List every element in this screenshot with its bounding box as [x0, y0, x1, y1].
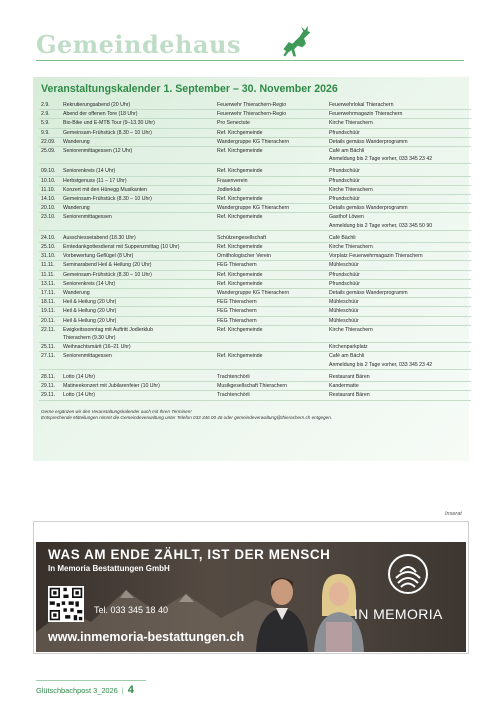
event-date-text: 31.10.: [41, 253, 56, 260]
event-date: [39, 204, 61, 213]
footer-separator: |: [121, 686, 124, 695]
event-location-text: Feuerwehrlokal Thierachern: [329, 102, 394, 108]
event-date: [39, 289, 61, 298]
event-location-text: Gasthof Löwen: [329, 214, 364, 221]
event-organizer: [215, 164, 327, 176]
event-organizer-text: Wandergruppe KG Thierachern: [217, 205, 290, 212]
event-row: [39, 252, 471, 261]
event-organizer: [215, 307, 327, 316]
event-name: [61, 382, 215, 391]
event-name-text: Abend der offenen Tore (18 Uhr): [63, 111, 138, 118]
event-row: [39, 176, 471, 185]
ad-company: In Memoria Bestattungen GmbH: [48, 564, 170, 573]
event-location-text: Kirche Thierachern: [329, 186, 373, 193]
event-date: [39, 279, 61, 288]
event-location: [327, 289, 471, 298]
event-name: [61, 185, 215, 194]
event-location-text: Mühleschüür: [329, 317, 359, 324]
event-name-text: Seniorenmittagessen: [63, 353, 112, 360]
event-name: [61, 252, 215, 261]
event-name: [61, 137, 215, 146]
event-organizer-text: Feuerwehr Thierachern-Regio: [217, 102, 287, 108]
event-date: [39, 243, 61, 252]
event-date: [39, 128, 61, 137]
event-location-text: Restaurant Bären: [329, 392, 370, 399]
event-date-text: 2.9.: [41, 111, 50, 118]
event-date-text: 22.11.: [41, 326, 56, 333]
event-name: [61, 119, 215, 128]
event-date-text: 17.11.: [41, 290, 56, 297]
event-date-text: 11.11.: [41, 271, 55, 278]
event-location: [327, 204, 471, 213]
ad-frame: [33, 521, 469, 654]
event-name: [61, 195, 215, 204]
event-organizer-text: Schützengesellschaft: [217, 234, 267, 241]
event-name-text: Heil & Heilung (20 Uhr): [63, 299, 117, 306]
event-name: [61, 176, 215, 185]
event-organizer: [215, 110, 327, 119]
event-organizer: [215, 213, 327, 230]
event-date-text: 23.10.: [41, 214, 56, 221]
event-date: [39, 137, 61, 146]
event-date: [39, 261, 61, 270]
event-organizer-text: Musikgesellschaft Thierachern: [217, 383, 287, 390]
event-date: [39, 185, 61, 194]
event-row: [39, 185, 471, 194]
event-location: [327, 243, 471, 252]
event-organizer: [215, 230, 327, 242]
footer-rule: [36, 680, 146, 681]
event-organizer: [215, 369, 327, 381]
event-name-text: Wanderung: [63, 205, 90, 212]
event-date: [39, 164, 61, 176]
event-location-text: Café Bächli: [329, 234, 356, 241]
event-organizer: [215, 279, 327, 288]
event-name-text: Ausschiessetabend (18.30 Uhr): [63, 234, 136, 241]
event-organizer: [215, 195, 327, 204]
event-organizer-text: FEG Thierachern: [217, 317, 257, 324]
event-date: [39, 325, 61, 342]
event-row: [39, 298, 471, 307]
event-name-text: Lotto (14 Uhr): [63, 373, 96, 380]
event-name: [61, 164, 215, 176]
event-location: [327, 298, 471, 307]
event-name-text: Seminarabend Heil & Heilung (20 Uhr): [63, 262, 152, 269]
event-organizer-text: Jodlerklub: [217, 186, 241, 193]
event-name-text: Seniorenkreis (14 Uhr): [63, 168, 116, 175]
event-name-text: Herbstgenuss (11 – 17 Uhr): [63, 177, 127, 184]
event-name-text: Rekrutierungsabend (20 Uhr): [63, 102, 131, 108]
event-row: [39, 230, 471, 242]
event-organizer: [215, 343, 327, 352]
event-date: [39, 343, 61, 352]
event-row: [39, 382, 471, 391]
event-name-text: Heil & Heilung (20 Uhr): [63, 317, 117, 324]
event-date: [39, 176, 61, 185]
event-row: [39, 147, 471, 164]
event-location: [327, 185, 471, 194]
event-organizer-text: Ref. Kirchgemeinde: [217, 129, 263, 136]
event-date-text: 13.11.: [41, 280, 56, 287]
page-number: 4: [127, 684, 134, 696]
event-organizer: [215, 176, 327, 185]
event-organizer: [215, 243, 327, 252]
event-row: [39, 101, 471, 110]
event-row: [39, 195, 471, 204]
event-location-text: Details gemäss Wanderprogramm: [329, 138, 408, 145]
event-location-text: Restaurant Bären: [329, 373, 370, 380]
event-name-text: Weihnachtsmärit (16–21 Uhr): [63, 344, 131, 351]
event-organizer-text: Ref. Kirchgemeinde: [217, 271, 263, 278]
event-organizer-text: Wandergruppe KG Thierachern: [217, 290, 290, 297]
page-heading: Gemeindehaus: [36, 30, 242, 59]
event-organizer-text: FEG Thierachern: [217, 299, 257, 306]
event-row: [39, 343, 471, 352]
event-location: [327, 128, 471, 137]
event-name: [61, 289, 215, 298]
event-name: [61, 230, 215, 242]
event-name: [61, 110, 215, 119]
event-organizer-text: Ref. Kirchgemeinde: [217, 148, 263, 155]
event-name: [61, 279, 215, 288]
event-location-text: Kirche Thierachern: [329, 244, 373, 251]
event-row: [39, 204, 471, 213]
event-name-text: Erntedankgottesdienst mit Suppenzmittag (10 Uhr): [63, 244, 180, 251]
event-name-text: Wanderung: [63, 138, 90, 145]
event-name-text: Seniorenkreis (14 Uhr): [63, 280, 116, 287]
event-name-text: Konzert mit den Hünegg Musikanten: [63, 186, 147, 193]
event-date: [39, 147, 61, 164]
event-location-text: Kirchenparkplatz: [329, 344, 368, 351]
event-name-text: Lotto (14 Uhr): [63, 392, 96, 399]
event-organizer: [215, 119, 327, 128]
event-location: [327, 369, 471, 381]
event-date: [39, 316, 61, 325]
event-date-text: 20.10.: [41, 205, 56, 212]
qr-code-icon[interactable]: [48, 586, 84, 622]
event-date: [39, 382, 61, 391]
event-location: [327, 195, 471, 204]
event-organizer-text: Ref. Kirchgemeinde: [217, 168, 263, 175]
event-organizer: [215, 128, 327, 137]
event-name: [61, 391, 215, 400]
ad-brand-name: IN MEMORIA: [354, 606, 443, 622]
event-location-text: Mühleschüür: [329, 299, 359, 306]
funeral-ad[interactable]: [36, 542, 466, 652]
event-location: [327, 343, 471, 352]
ad-label: Inserat: [445, 511, 462, 517]
event-location: [327, 110, 471, 119]
event-location-text: Vorplatz Feuerwehrmagazin Thierachern: [329, 253, 423, 260]
event-location-text: Details gemäss Wanderprogramm: [329, 290, 408, 297]
event-date-text: 28.11.: [41, 373, 56, 380]
event-name: [61, 204, 215, 213]
event-name: [61, 128, 215, 137]
event-location: [327, 382, 471, 391]
event-registration-note: Anmeldung bis 2 Tage vorher, 033 345 23 42: [329, 361, 433, 368]
event-date-text: 11.11.: [41, 262, 55, 269]
event-organizer-text: Ref. Kirchgemeinde: [217, 214, 263, 221]
event-organizer-text: Ref. Kirchgemeinde: [217, 280, 263, 287]
event-date-text: 22.09.: [41, 138, 56, 145]
event-organizer-text: Ref. Kirchgemeinde: [217, 244, 263, 251]
heading-rule: [36, 60, 464, 61]
calendar-note-line-1: Gerne ergänzen wir den Veranstaltungskalender auch mit Ihren Terminen!: [41, 408, 192, 414]
event-date: [39, 352, 61, 369]
event-organizer: [215, 382, 327, 391]
event-location-text: Pfrundschüür: [329, 271, 360, 278]
event-organizer: [215, 204, 327, 213]
event-row: [39, 128, 471, 137]
event-location-text: Café am Bächli: [329, 148, 365, 155]
event-organizer: [215, 101, 327, 110]
event-date: [39, 119, 61, 128]
event-name-text: Heil & Heilung (20 Uhr): [63, 308, 117, 315]
event-date: [39, 213, 61, 230]
event-name: [61, 369, 215, 381]
event-name-text: Gemeinsam-Frühstück (8.30 – 10 Uhr): [63, 196, 152, 203]
event-location: [327, 391, 471, 400]
event-name-continued: Thierachern (9.30 Uhr): [63, 335, 116, 342]
event-organizer-text: Frauenverein: [217, 177, 248, 184]
event-organizer: [215, 252, 327, 261]
event-location-text: Café am Bächli: [329, 353, 365, 360]
event-organizer-text: Ref. Kirchgemeinde: [217, 326, 263, 333]
ad-phone: Tel. 033 345 18 40: [94, 605, 169, 615]
event-organizer-text: Wandergruppe KG Thierachern: [217, 138, 290, 145]
event-organizer-text: Ref. Kirchgemeinde: [217, 353, 263, 360]
event-location-text: Feuerwehrmagazin Thierachern: [329, 111, 403, 118]
event-name-text: Gemeinsam-Frühstück (8.30 – 10 Uhr): [63, 271, 152, 278]
event-location: [327, 147, 471, 164]
event-name: [61, 298, 215, 307]
event-row: [39, 352, 471, 369]
event-organizer-text: FEG Thierachern: [217, 308, 257, 315]
event-date: [39, 230, 61, 242]
event-organizer: [215, 298, 327, 307]
event-row: [39, 243, 471, 252]
event-organizer-text: Trachtenchörli: [217, 373, 250, 380]
event-location: [327, 213, 471, 230]
event-name: [61, 213, 215, 230]
event-location: [327, 176, 471, 185]
event-organizer-text: Ornithologischer Verein: [217, 253, 271, 260]
event-organizer-text: FEG Thierachern: [217, 262, 257, 269]
event-row: [39, 316, 471, 325]
event-location: [327, 279, 471, 288]
event-date-text: 25.09.: [41, 148, 56, 155]
event-name-text: Matineekonzert mit Jubilarenfeier (10 Uhr): [63, 383, 160, 390]
event-calendar: [33, 77, 469, 461]
event-date-text: 19.11.: [41, 308, 56, 315]
event-organizer: [215, 261, 327, 270]
event-date-text: 25.11.: [41, 344, 56, 351]
event-date: [39, 391, 61, 400]
event-row: [39, 110, 471, 119]
event-row: [39, 279, 471, 288]
event-registration-note: Anmeldung bis 2 Tage vorher, 033 345 50 90: [329, 222, 433, 229]
event-name: [61, 101, 215, 110]
event-name-text: Gemeinsam-Frühstück (8.30 – 10 Uhr): [63, 129, 152, 136]
event-date-text: 5.9.: [41, 120, 50, 127]
event-name: [61, 325, 215, 342]
calendar-title: Veranstaltungskalender 1. September – 30. November 2026: [41, 83, 338, 95]
calendar-note-line-2: Entsprechende Mitteilungen nimmt die Gemeindeverwaltung unter Telefon 033 346 00 46 oder gemeindeverwaltung@thierachern.ch entgegen.: [41, 415, 333, 421]
event-organizer: [215, 137, 327, 146]
event-location: [327, 252, 471, 261]
event-organizer: [215, 316, 327, 325]
event-location-text: Pfrundschüür: [329, 280, 360, 287]
event-date: [39, 270, 61, 279]
event-organizer: [215, 352, 327, 369]
event-name-text: Seniorenmittagessen (12 Uhr): [63, 148, 133, 155]
event-name: [61, 147, 215, 164]
event-organizer-text: Feuerwehr Thierachern-Regio: [217, 111, 287, 118]
event-date-text: 9.9.: [41, 129, 50, 136]
event-name: [61, 352, 215, 369]
event-name-text: Seniorenmittagessen: [63, 214, 112, 221]
event-organizer: [215, 325, 327, 342]
page-footer: [36, 684, 134, 696]
event-name-text: Vorbewertung Geflügel (8 Uhr): [63, 253, 134, 260]
event-organizer: [215, 147, 327, 164]
event-name: [61, 261, 215, 270]
event-organizer-text: Pro Senectute: [217, 120, 250, 127]
event-date: [39, 101, 61, 110]
event-organizer-text: Ref. Kirchgemeinde: [217, 196, 263, 203]
in-memoria-logo-icon: [386, 552, 430, 596]
event-name: [61, 243, 215, 252]
event-row: [39, 369, 471, 381]
event-location: [327, 307, 471, 316]
event-location: [327, 230, 471, 242]
event-name-text: Wanderung: [63, 290, 90, 297]
event-date: [39, 369, 61, 381]
event-date: [39, 195, 61, 204]
event-location: [327, 137, 471, 146]
event-location-text: Kirche Thierachern: [329, 326, 373, 333]
deer-logo-icon: [278, 24, 314, 60]
event-location-text: Pfrundschüür: [329, 129, 360, 136]
ad-headline: WAS AM ENDE ZÄHLT, IST DER MENSCH: [48, 547, 331, 562]
event-name: [61, 270, 215, 279]
event-organizer: [215, 185, 327, 194]
event-location: [327, 261, 471, 270]
event-row: [39, 164, 471, 176]
ad-url[interactable]: www.inmemoria-bestattungen.ch: [48, 630, 245, 644]
event-date: [39, 252, 61, 261]
event-organizer: [215, 270, 327, 279]
event-date-text: 29.11.: [41, 383, 56, 390]
event-date: [39, 307, 61, 316]
event-row: [39, 289, 471, 298]
event-row: [39, 270, 471, 279]
event-date-text: 14.10.: [41, 196, 56, 203]
event-location-text: Pfrundschüür: [329, 168, 360, 175]
event-location: [327, 119, 471, 128]
event-date-text: 09.10.: [41, 168, 56, 175]
event-name: [61, 343, 215, 352]
event-location-text: Kirche Thierachern: [329, 120, 373, 127]
event-location-text: Pfrundschüür: [329, 177, 360, 184]
event-date-text: 2.9.: [41, 102, 50, 108]
event-date-text: 24.10.: [41, 234, 56, 241]
event-date-text: 10.10.: [41, 177, 56, 184]
event-date: [39, 298, 61, 307]
event-row: [39, 391, 471, 400]
event-location: [327, 164, 471, 176]
event-organizer: [215, 391, 327, 400]
event-table: [39, 101, 471, 401]
event-name-text: Ewigkeitssonntag mit Auftritt Jodlerklub: [63, 326, 153, 333]
event-location-text: Pfrundschüür: [329, 196, 360, 203]
event-row: [39, 137, 471, 146]
event-location: [327, 270, 471, 279]
event-date-text: 11.10.: [41, 186, 56, 193]
event-name: [61, 316, 215, 325]
calendar-note: [41, 409, 463, 422]
event-date-text: 29.11.: [41, 392, 56, 399]
event-registration-note: Anmeldung bis 2 Tage vorher, 033 345 23 42: [329, 156, 433, 163]
event-location: [327, 101, 471, 110]
event-date-text: 25.10.: [41, 244, 56, 251]
event-row: [39, 261, 471, 270]
event-name: [61, 307, 215, 316]
event-location-text: Kandermatte: [329, 383, 359, 390]
event-date: [39, 110, 61, 119]
event-location-text: Details gemäss Wanderprogramm: [329, 205, 408, 212]
event-row: [39, 119, 471, 128]
event-location-text: Mühleschüür: [329, 262, 359, 269]
event-date-text: 18.11.: [41, 299, 56, 306]
event-organizer-text: Trachtenchörli: [217, 392, 250, 399]
event-row: [39, 307, 471, 316]
event-location: [327, 325, 471, 342]
publication-name: Glütschbachpost 3_2026: [36, 686, 118, 695]
event-date-text: 27.11.: [41, 353, 56, 360]
event-location-text: Mühleschüür: [329, 308, 359, 315]
event-date-text: 20.11.: [41, 317, 56, 324]
event-organizer: [215, 289, 327, 298]
event-location: [327, 352, 471, 369]
event-location: [327, 316, 471, 325]
event-row: [39, 213, 471, 230]
event-name-text: Bio-Bike und E-MTB Tour (9–13.30 Uhr): [63, 120, 155, 127]
event-row: [39, 325, 471, 342]
